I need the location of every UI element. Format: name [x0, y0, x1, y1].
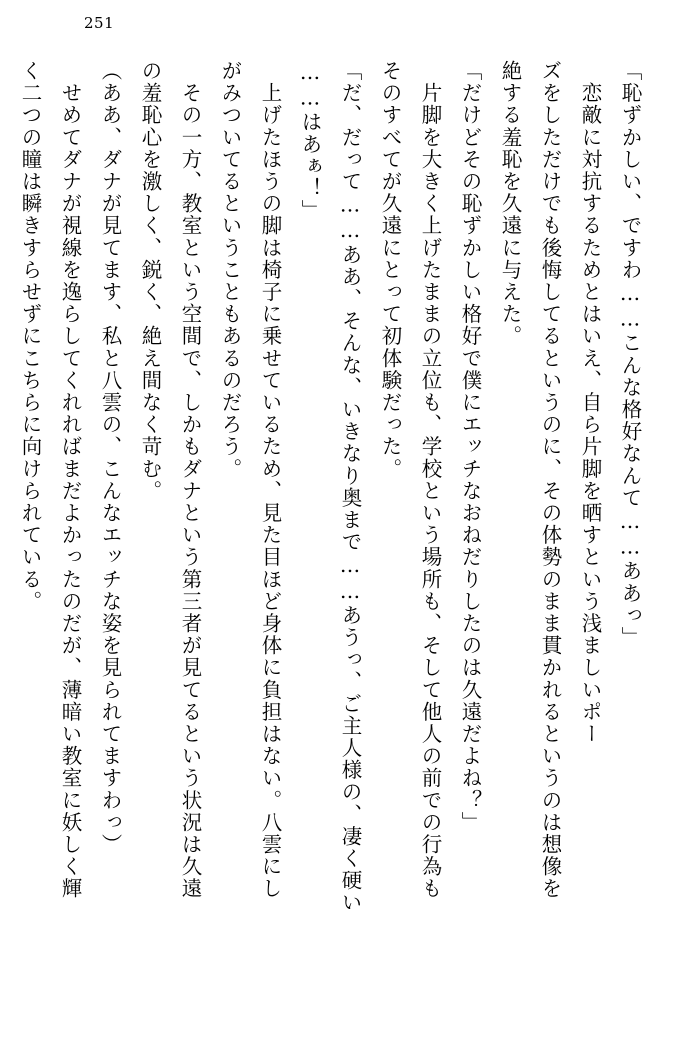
text-line: ズをしただけでも後悔してるというのに、その体勢のまま貫かれるというのは想像を: [538, 60, 562, 900]
text-line: 上げたほうの脚は椅子に乗せているため、見た目ほど身体に負担はない。八雲にし: [258, 60, 282, 900]
vertical-text-body: [18, 60, 650, 1040]
text-line: 「恥ずかしい、ですわ……こんな格好なんて……ああっ」: [618, 60, 642, 649]
text-line: （ああ、ダナが見てます、私と八雲の、こんなエッチな姿を見られてますわっ）: [98, 60, 122, 856]
text-line: がみついてるということもあるのだろう。: [218, 60, 242, 480]
text-line: く二つの瞳は瞬きすらせずにこちらに向けられている。: [18, 60, 42, 613]
text-line: の羞恥心を激しく、鋭く、絶え間なく苛む。: [138, 60, 162, 502]
text-line: ……はあぁ！」: [298, 60, 322, 222]
text-line: 絶する羞恥を久遠に与えた。: [498, 60, 522, 348]
text-line: 片脚を大きく上げたままの立位も、学校という場所も、そして他人の前での行為も: [418, 60, 442, 900]
text-line: せめてダナが視線を逸らしてくれればまだよかったのだが、薄暗い教室に妖しく輝: [58, 60, 82, 900]
text-line: その一方、教室という空間で、しかもダナという第三者が見てるという状況は久遠: [178, 60, 202, 900]
text-line: 恋敵に対抗するためとはいえ、自ら片脚を晒すという浅ましいポー: [578, 60, 602, 746]
page-number: 251: [84, 14, 115, 32]
text-line: 「だけどその恥ずかしい格好で僕にエッチなおねだりしたのは久遠だよね？」: [458, 60, 482, 834]
text-line: 「だ、だって……ああ、そんな、いきなり奥まで……あうっ、ご主人様の、凄く硬い: [338, 60, 362, 914]
text-line: そのすべてが久遠にとって初体験だった。: [378, 60, 402, 480]
